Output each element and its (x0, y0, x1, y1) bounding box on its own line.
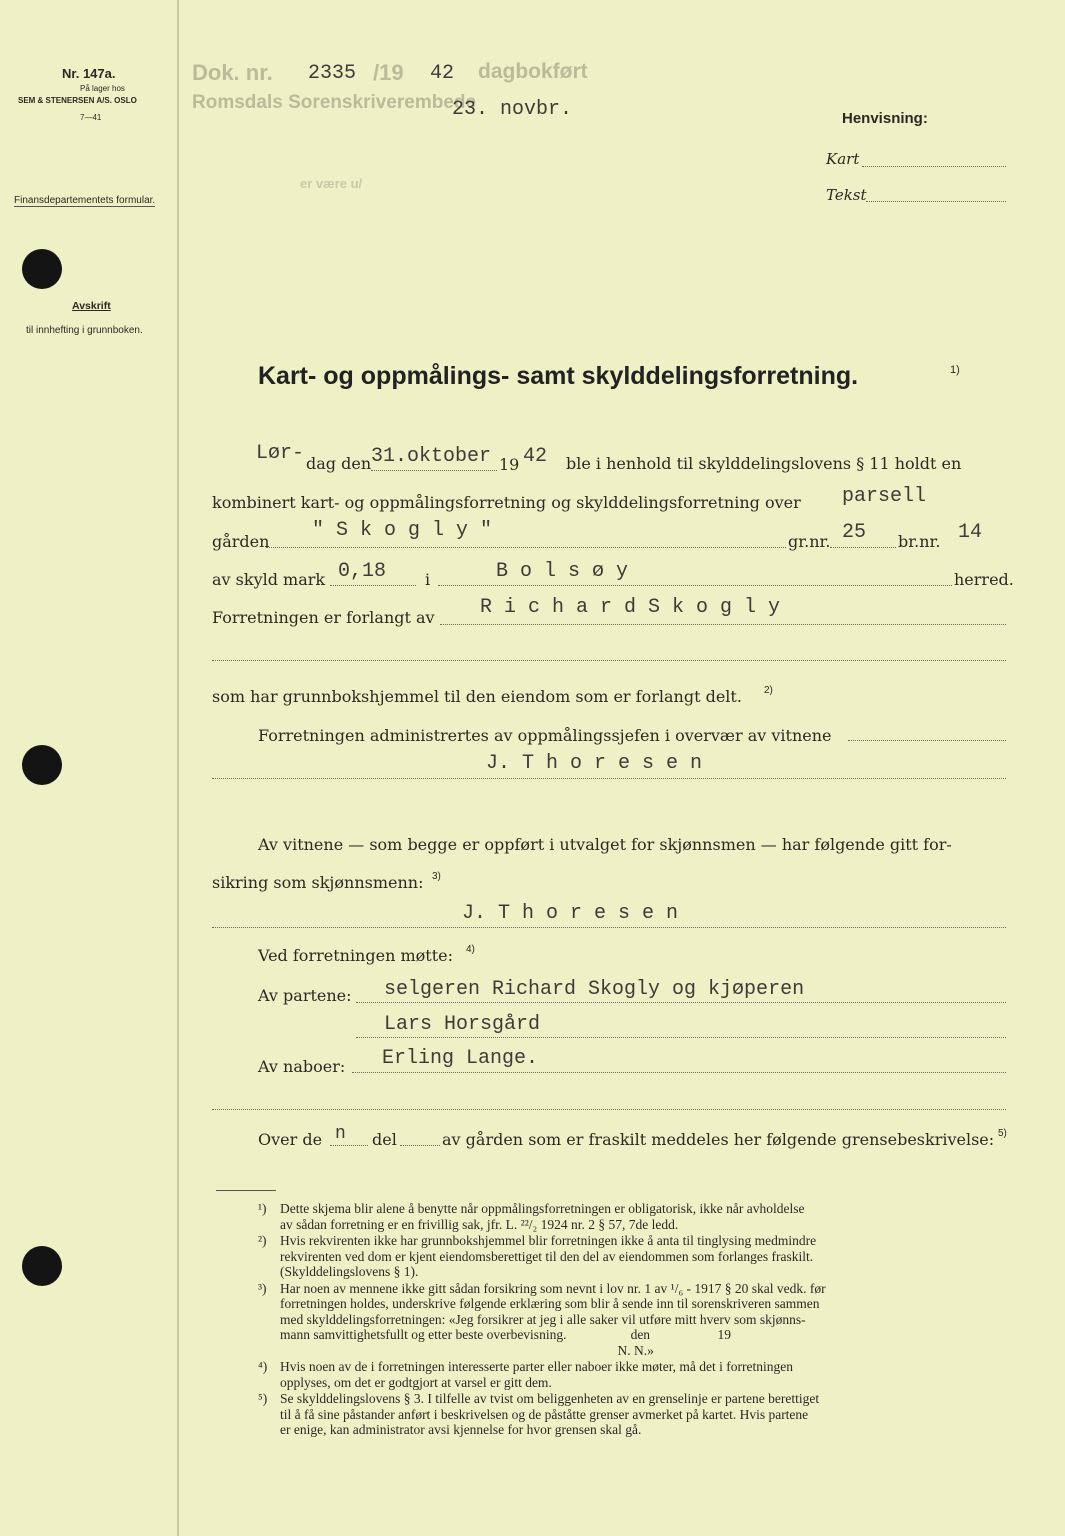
footnote-line: mann samvittighetsfullt og etter beste overbevisning. den 19 (280, 1327, 732, 1342)
forlangt-label: Forretningen er forlangt av (212, 608, 435, 627)
footnote-mark: ⁴) (258, 1359, 268, 1374)
footnote-line: Dette skjema blir alene å benytte når oppmålingsforretningen er obligatorisk, ikke når avholdelse (280, 1201, 805, 1216)
brnr-value: 14 (958, 521, 983, 544)
stamp-date: 23. novbr. (452, 98, 573, 121)
kart-label: Kart (826, 150, 860, 168)
year-typed: 42 (523, 445, 548, 468)
av-vitnene-text: Av vitnene — som begge er oppført i utvalget for skjønnsmen — har følgende gitt for- (258, 835, 952, 854)
footnote-divider (216, 1190, 276, 1191)
brnr-label: br.nr. (898, 532, 941, 551)
footnote-line: N. N.» (280, 1342, 654, 1358)
naboer-value: Erling Lange. (382, 1047, 539, 1070)
dagbokfort-label: dagbokført (478, 60, 588, 83)
footnote-line: Hvis rekvirenten ikke har grunnbokshjemmel blir forretningen ikke å anta til tinglysing medmindre (280, 1233, 817, 1248)
skyld-label: av skyld mark (212, 570, 326, 589)
title-footnote-ref: 1) (950, 364, 960, 376)
grunnbok-text: som har grunnbokshjemmel til den eiendom som er forlangt delt. (212, 687, 742, 706)
blank-line-2 (212, 1109, 1006, 1110)
footnote-mark: ³) (258, 1280, 267, 1296)
partene-value-1: selgeren Richard Skogly og kjøperen (384, 978, 805, 1001)
over-rest: av gården som er fraskilt meddeles her følgende grensebeskrivelse: (442, 1130, 995, 1149)
punch-hole (22, 249, 62, 289)
publisher-line: På lager hos (80, 84, 125, 93)
garden-value: " S k o g l y " (312, 519, 493, 542)
footnote-line: Hvis noen av de i forretningen interesserte parter eller naboer ikke møter, må det i forretningen (280, 1359, 794, 1374)
witness-2-line (212, 927, 1006, 928)
line1-text: ble i henhold til skylddelingslovens § 11 holdt en (566, 454, 962, 473)
faint-stamp-line: er være u/ (300, 176, 363, 191)
footnote-line: opplyses, om det er godtgjort at varsel er gitt dem. (280, 1374, 552, 1390)
footnote-line: forretningen holdes, underskrive følgende erklæring som blir å sende inn til sorenskriveren sammen (280, 1296, 820, 1311)
witness-2: J. T h o r e s e n (462, 902, 679, 925)
naboer-line (352, 1072, 1006, 1073)
grunnbok-footnote-ref: 2) (764, 685, 773, 696)
document-title: Kart- og oppmålings- samt skylddelingsforretning. (258, 362, 859, 390)
tekst-line (866, 201, 1006, 202)
publisher-name: SEM & STENERSEN A/S. OSLO (18, 96, 137, 105)
avskrift-label: Avskrift (72, 300, 111, 312)
footnote-line: til å få sine påstander anført i beskrivelsen og de påståtte grenser avmerket på kartet. Hvis partene (280, 1406, 809, 1422)
stamp-year: 42 (430, 62, 455, 85)
form-number: Nr. 147a. (62, 66, 116, 81)
tekst-label: Tekst (826, 186, 867, 204)
footnote-mark: ⁵) (258, 1391, 268, 1406)
partene-line-2 (356, 1037, 1006, 1038)
footnote-line: (Skylddelingslovens § 1). (280, 1264, 419, 1279)
line2-text: kombinert kart- og oppmålingsforretning og skylddelingsforretning over (212, 493, 801, 512)
kart-line (862, 166, 1006, 167)
witness-line (212, 778, 1006, 779)
parsell-typed: parsell (842, 485, 927, 508)
motte-text: Ved forretningen møtte: (258, 946, 453, 965)
grnr-line (830, 547, 896, 548)
dok-nr-value: 2335 (308, 62, 357, 85)
punch-hole (22, 1246, 62, 1286)
skyld-value: 0,18 (338, 560, 387, 583)
grnr-value: 25 (842, 521, 867, 544)
del-line (400, 1145, 440, 1146)
footnote-line: rekvirenten ved dom er kjent eiendomsberettiget til den del av eiendommen som forlanges fraskilt. (280, 1248, 814, 1264)
herred-line (438, 585, 952, 586)
footnote-mark: ¹) (258, 1201, 267, 1216)
year-separator: /19 (373, 60, 404, 85)
partene-line-1 (356, 1002, 1006, 1003)
punch-hole (22, 745, 62, 785)
partene-label: Av partene: (258, 986, 352, 1005)
skyld-line (330, 585, 416, 586)
blank-line-1 (212, 660, 1006, 661)
admin-line (848, 740, 1006, 741)
over-footnote-ref: 5) (998, 1128, 1007, 1139)
day-suffix: dag den (306, 454, 372, 473)
garden-line (266, 547, 786, 548)
date-typed: 31.oktober (371, 445, 492, 468)
footnote-line: er enige, kan administrator avsi kjennelse for hvor grensen skal gå. (280, 1422, 642, 1437)
forsikring-text: sikring som skjønnsmenn: (212, 873, 424, 892)
forlangt-line (440, 624, 1006, 625)
herred-value: B o l s ø y (496, 560, 629, 583)
footnote-mark: ²) (258, 1233, 267, 1248)
naboer-label: Av naboer: (258, 1057, 346, 1076)
footnote-line: av sådan forretning er en frivillig sak, jfr. L. ²²/₂ 1924 nr. 2 § 57, 7de ledd. (280, 1216, 679, 1232)
motte-footnote-ref: 4) (466, 944, 475, 955)
witness-1: J. T h o r e s e n (486, 752, 703, 775)
year-prefix: 19 (499, 455, 520, 474)
avskrift-subtitle: til innhefting i grunnboken. (26, 325, 143, 336)
grnr-label: gr.nr. (788, 532, 831, 551)
office-stamp: Romsdals Sorenskriverembede (192, 92, 477, 113)
garden-label: gården (212, 532, 270, 551)
herred-label: herred. (954, 570, 1014, 589)
day-typed: Lør- (256, 442, 305, 465)
dok-nr-label: Dok. nr. (192, 60, 273, 85)
over-typed: n (335, 1124, 346, 1144)
forlangt-value: R i c h a r d S k o g l y (480, 596, 781, 619)
i-label: i (425, 570, 431, 589)
over-line (330, 1145, 368, 1146)
del-label: del (372, 1130, 397, 1149)
admin-text: Forretningen administrertes av oppmålingssjefen i overvær av vitnene (258, 726, 832, 745)
partene-value-2: Lars Horsgård (384, 1013, 541, 1036)
footnote-line: Har noen av mennene ikke gitt sådan forsikring som nevnt i lov nr. 1 av ¹/₆ - 1917 § 20 skal vedk. før (280, 1280, 826, 1296)
footnote-line: Se skylddelingslovens § 3. I tilfelle av tvist om beliggenheten av en grenselinje er partene berettiget (280, 1391, 820, 1406)
date-line (371, 470, 497, 471)
forsikring-footnote-ref: 3) (432, 871, 441, 882)
footnote-line: med skylddelingsforretningen: «Jeg forsikrer at jeg i alle saker vil utføre mitt hverv som skjønns- (280, 1311, 806, 1327)
margin-rule (177, 0, 179, 1536)
over-label: Over de (258, 1130, 323, 1149)
henvisning-label: Henvisning: (842, 110, 928, 127)
formular-label: Finansdepartementets formular. (14, 195, 156, 206)
date-code: 7—41 (80, 113, 102, 122)
